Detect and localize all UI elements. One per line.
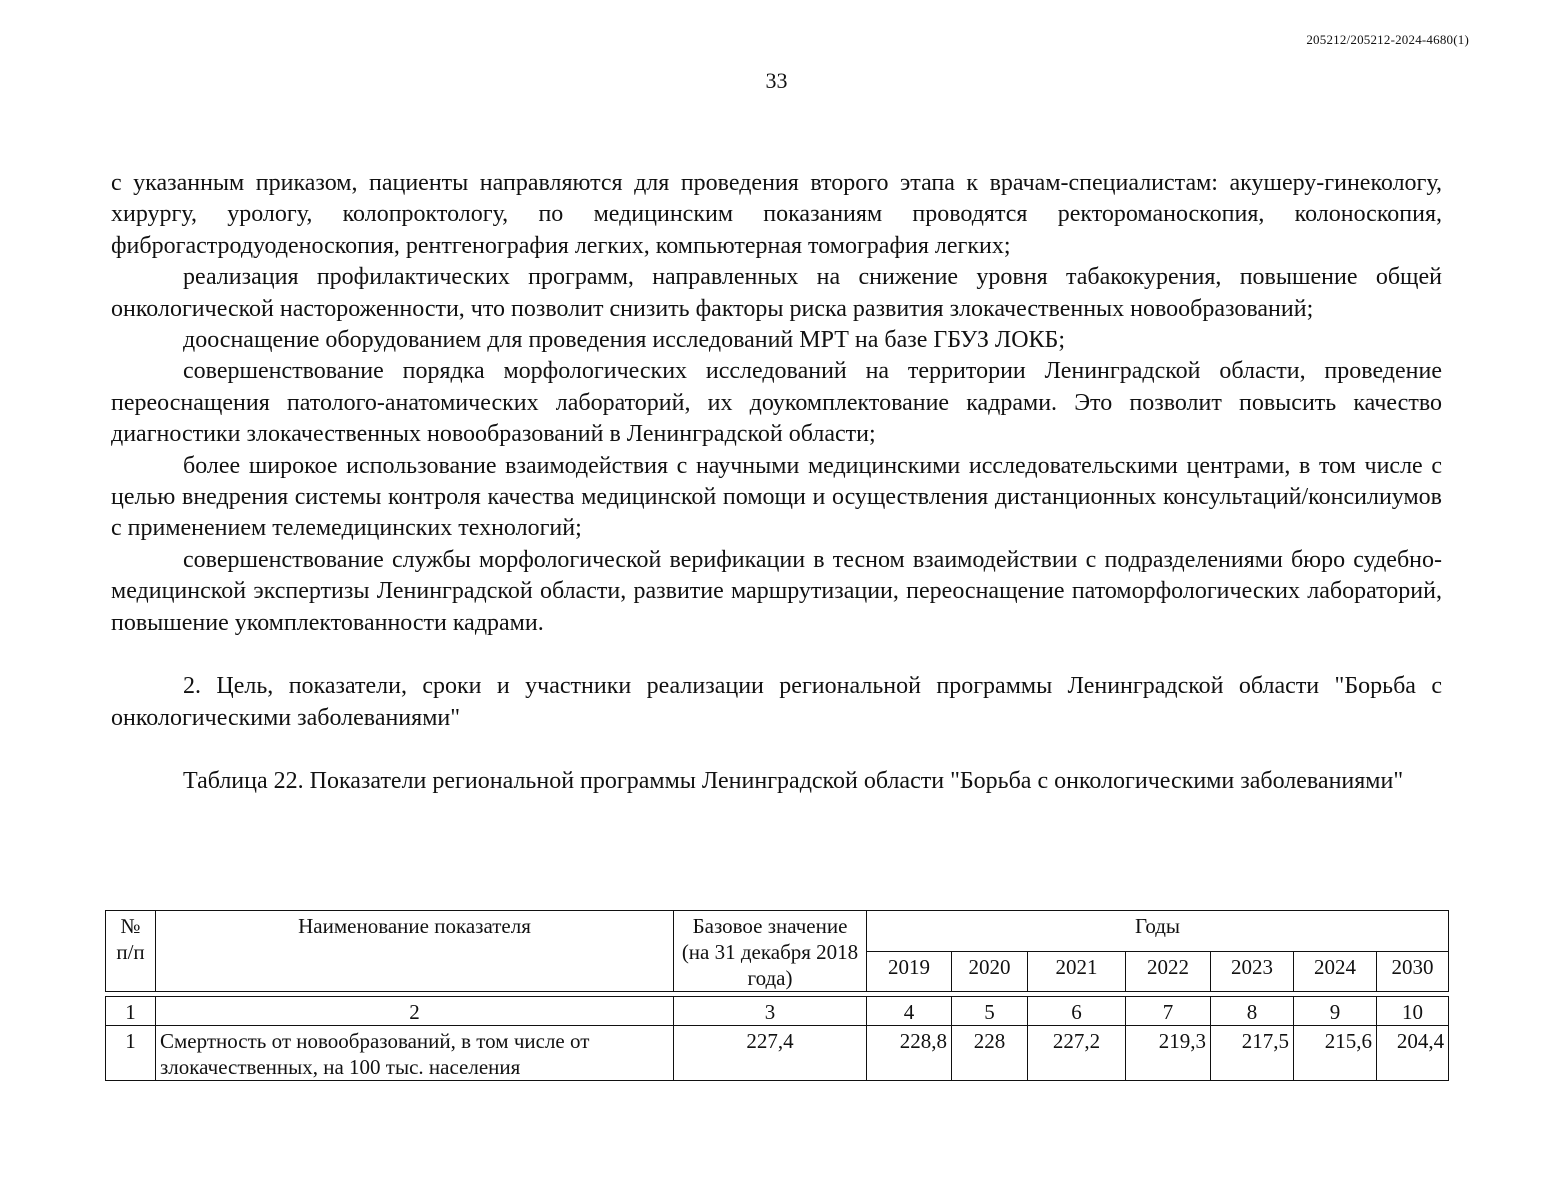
row-year-value: 228,8 — [867, 1026, 952, 1081]
document-body — [111, 168, 1442, 797]
column-number: 8 — [1211, 997, 1294, 1026]
paragraph-continuation: с указанным приказом, пациенты направляются для проведения второго этапа к врачам-специалистам: акушеру-гинекологу, хирургу, урологу, колопроктологу, по медицинским показаниям проводятся ректороманоскопия, колоноскопия, фиброгастродуоденоскопия, рентгенография легких, компьютерная томография легких; — [111, 170, 1442, 259]
header-year: 2024 — [1294, 951, 1377, 992]
header-year: 2022 — [1126, 951, 1211, 992]
table-column-numbers-row — [106, 997, 1449, 1026]
column-number: 5 — [952, 997, 1028, 1026]
column-number: 7 — [1126, 997, 1211, 1026]
column-number: 9 — [1294, 997, 1377, 1026]
header-num: № п/п — [106, 911, 156, 992]
header-year: 2020 — [952, 951, 1028, 992]
document-id: 205212/205212-2024-4680(1) — [1306, 32, 1469, 47]
table-caption: Таблица 22. Показатели региональной программы Ленинградской области "Борьба с онкологическими заболеваниями" — [183, 767, 1404, 794]
column-number: 4 — [867, 997, 952, 1026]
row-indicator-name: Смертность от новообразований, в том числе от злокачественных, на 100 тыс. населения — [156, 1026, 674, 1081]
row-year-value: 217,5 — [1211, 1026, 1294, 1081]
paragraph-morphology-verification: совершенствование службы морфологической верификации в тесном взаимодействии с подразделениями бюро судебно-медицинской экспертизы Ленинградской области, развитие маршрутизации, переоснащение патоморфологических лабораторий, повышение укомплектованности кадрами. — [111, 546, 1442, 636]
section-heading: 2. Цель, показатели, сроки и участники реализации региональной программы Ленинградской области "Борьба с онкологическими заболеваниями" — [111, 673, 1442, 731]
column-number: 3 — [674, 997, 867, 1026]
spacer — [111, 639, 1442, 671]
header-year: 2021 — [1028, 951, 1126, 992]
row-year-value: 215,6 — [1294, 1026, 1377, 1081]
paragraph-mri-equipment: дооснащение оборудованием для проведения исследований МРТ на базе ГБУЗ ЛОКБ; — [183, 327, 1065, 354]
paragraph-morphology-research: совершенствование порядка морфологических исследований на территории Ленинградской области, проведение переоснащения патолого-анатомических лабораторий, их доукомплектование кадрами. Это позволит повысить качество диагностики злокачественных новообразований в Ленинградской области; — [111, 358, 1442, 448]
row-base-value: 227,4 — [674, 1026, 867, 1081]
column-number: 2 — [156, 997, 674, 1026]
row-year-value: 227,2 — [1028, 1026, 1126, 1081]
table-header-row — [106, 911, 1449, 952]
column-number: 10 — [1377, 997, 1449, 1026]
page-number: 33 — [765, 68, 788, 93]
column-number: 1 — [106, 997, 156, 1026]
header-year: 2030 — [1377, 951, 1449, 992]
row-year-value: 204,4 — [1377, 1026, 1449, 1081]
header-year: 2019 — [867, 951, 952, 992]
table-row — [106, 1026, 1449, 1081]
header-base: Базовое значение (на 31 декабря 2018 года) — [674, 911, 867, 992]
row-year-value: 228 — [952, 1026, 1028, 1081]
header-year: 2023 — [1211, 951, 1294, 992]
paragraph-research-centers: более широкое использование взаимодействия с научными медицинскими исследовательскими центрами, в том числе с целью внедрения системы контроля качества медицинской помощи и осуществления дистанционных консультаций/консилиумов с применением телемедицинских технологий; — [111, 452, 1442, 542]
paragraph-prevention-programs: реализация профилактических программ, направленных на снижение уровня табакокурения, повышение общей онкологической настороженности, что позволит снизить факторы риска развития злокачественных новообразований; — [111, 264, 1442, 322]
indicators-table — [105, 910, 1449, 1081]
header-name: Наименование показателя — [156, 911, 674, 992]
header-years: Годы — [867, 911, 1449, 952]
row-num: 1 — [106, 1026, 156, 1081]
row-year-value: 219,3 — [1126, 1026, 1211, 1081]
spacer — [111, 734, 1442, 766]
column-number: 6 — [1028, 997, 1126, 1026]
